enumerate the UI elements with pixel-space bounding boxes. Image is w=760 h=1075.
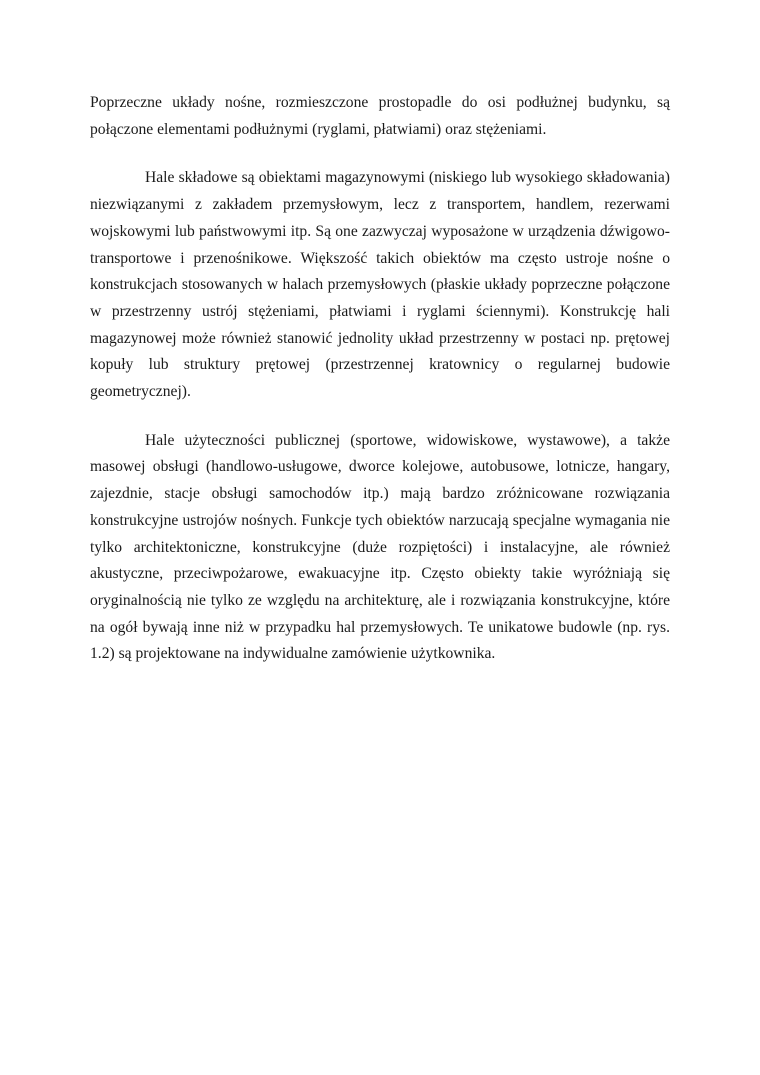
paragraph-public-halls: Hale użyteczności publicznej (sportowe, widowiskowe, wystawowe), a także masowej obsługi (handlowo-usługowe, dworce kolejowe, autobusowe, lotnicze, hangary, zajezdnie, stacje obsługi samochodów itp.) mają bardzo zróżnicowane rozwiązania konstrukcyjne ustrojów nośnych. Funkcje tych obiektów narzucają specjalne wymagania nie tylko architektoniczne, konstrukcyjne (duże rozpiętości) i instalacyjne, ale również akustyczne, przeciwpożarowe, ewakuacyjne itp. Często obiekty takie wyróżniają się oryginalnością nie tylko ze względu na architekturę, ale i rozwiązania konstrukcyjne, które na ogół bywają inne niż w przypadku hal przemysłowych. Te unikatowe budowle (np. rys. 1.2) są projektowane na indywidualne zamówienie użytkownika. xyxy=(90,431,670,663)
document-body xyxy=(90,90,670,668)
paragraph-cross-frames: Poprzeczne układy nośne, rozmieszczone prostopadle do osi podłużnej budynku, są połączone elementami podłużnymi (ryglami, płatwiami) oraz stężeniami. xyxy=(90,94,670,138)
paragraph-storage-halls: Hale składowe są obiektami magazynowymi (niskiego lub wysokiego składowania) niezwiązanymi z zakładem przemysłowym, lecz z transportem, handlem, rezerwami wojskowymi lub państwowymi itp. Są one zazwyczaj wyposażone w urządzenia dźwigowo-transportowe i przenośnikowe. Większość takich obiektów ma często ustroje nośne o konstrukcjach stosowanych w halach przemysłowych (płaskie układy poprzeczne połączone w przestrzenny ustrój stężeniami, płatwiami i ryglami ściennymi). Konstrukcję hali magazynowej może również stanowić jednolity układ przestrzenny w postaci np. prętowej kopuły lub struktury prętowej (przestrzennej kratownicy o regularnej budowie geometrycznej). xyxy=(90,169,670,401)
